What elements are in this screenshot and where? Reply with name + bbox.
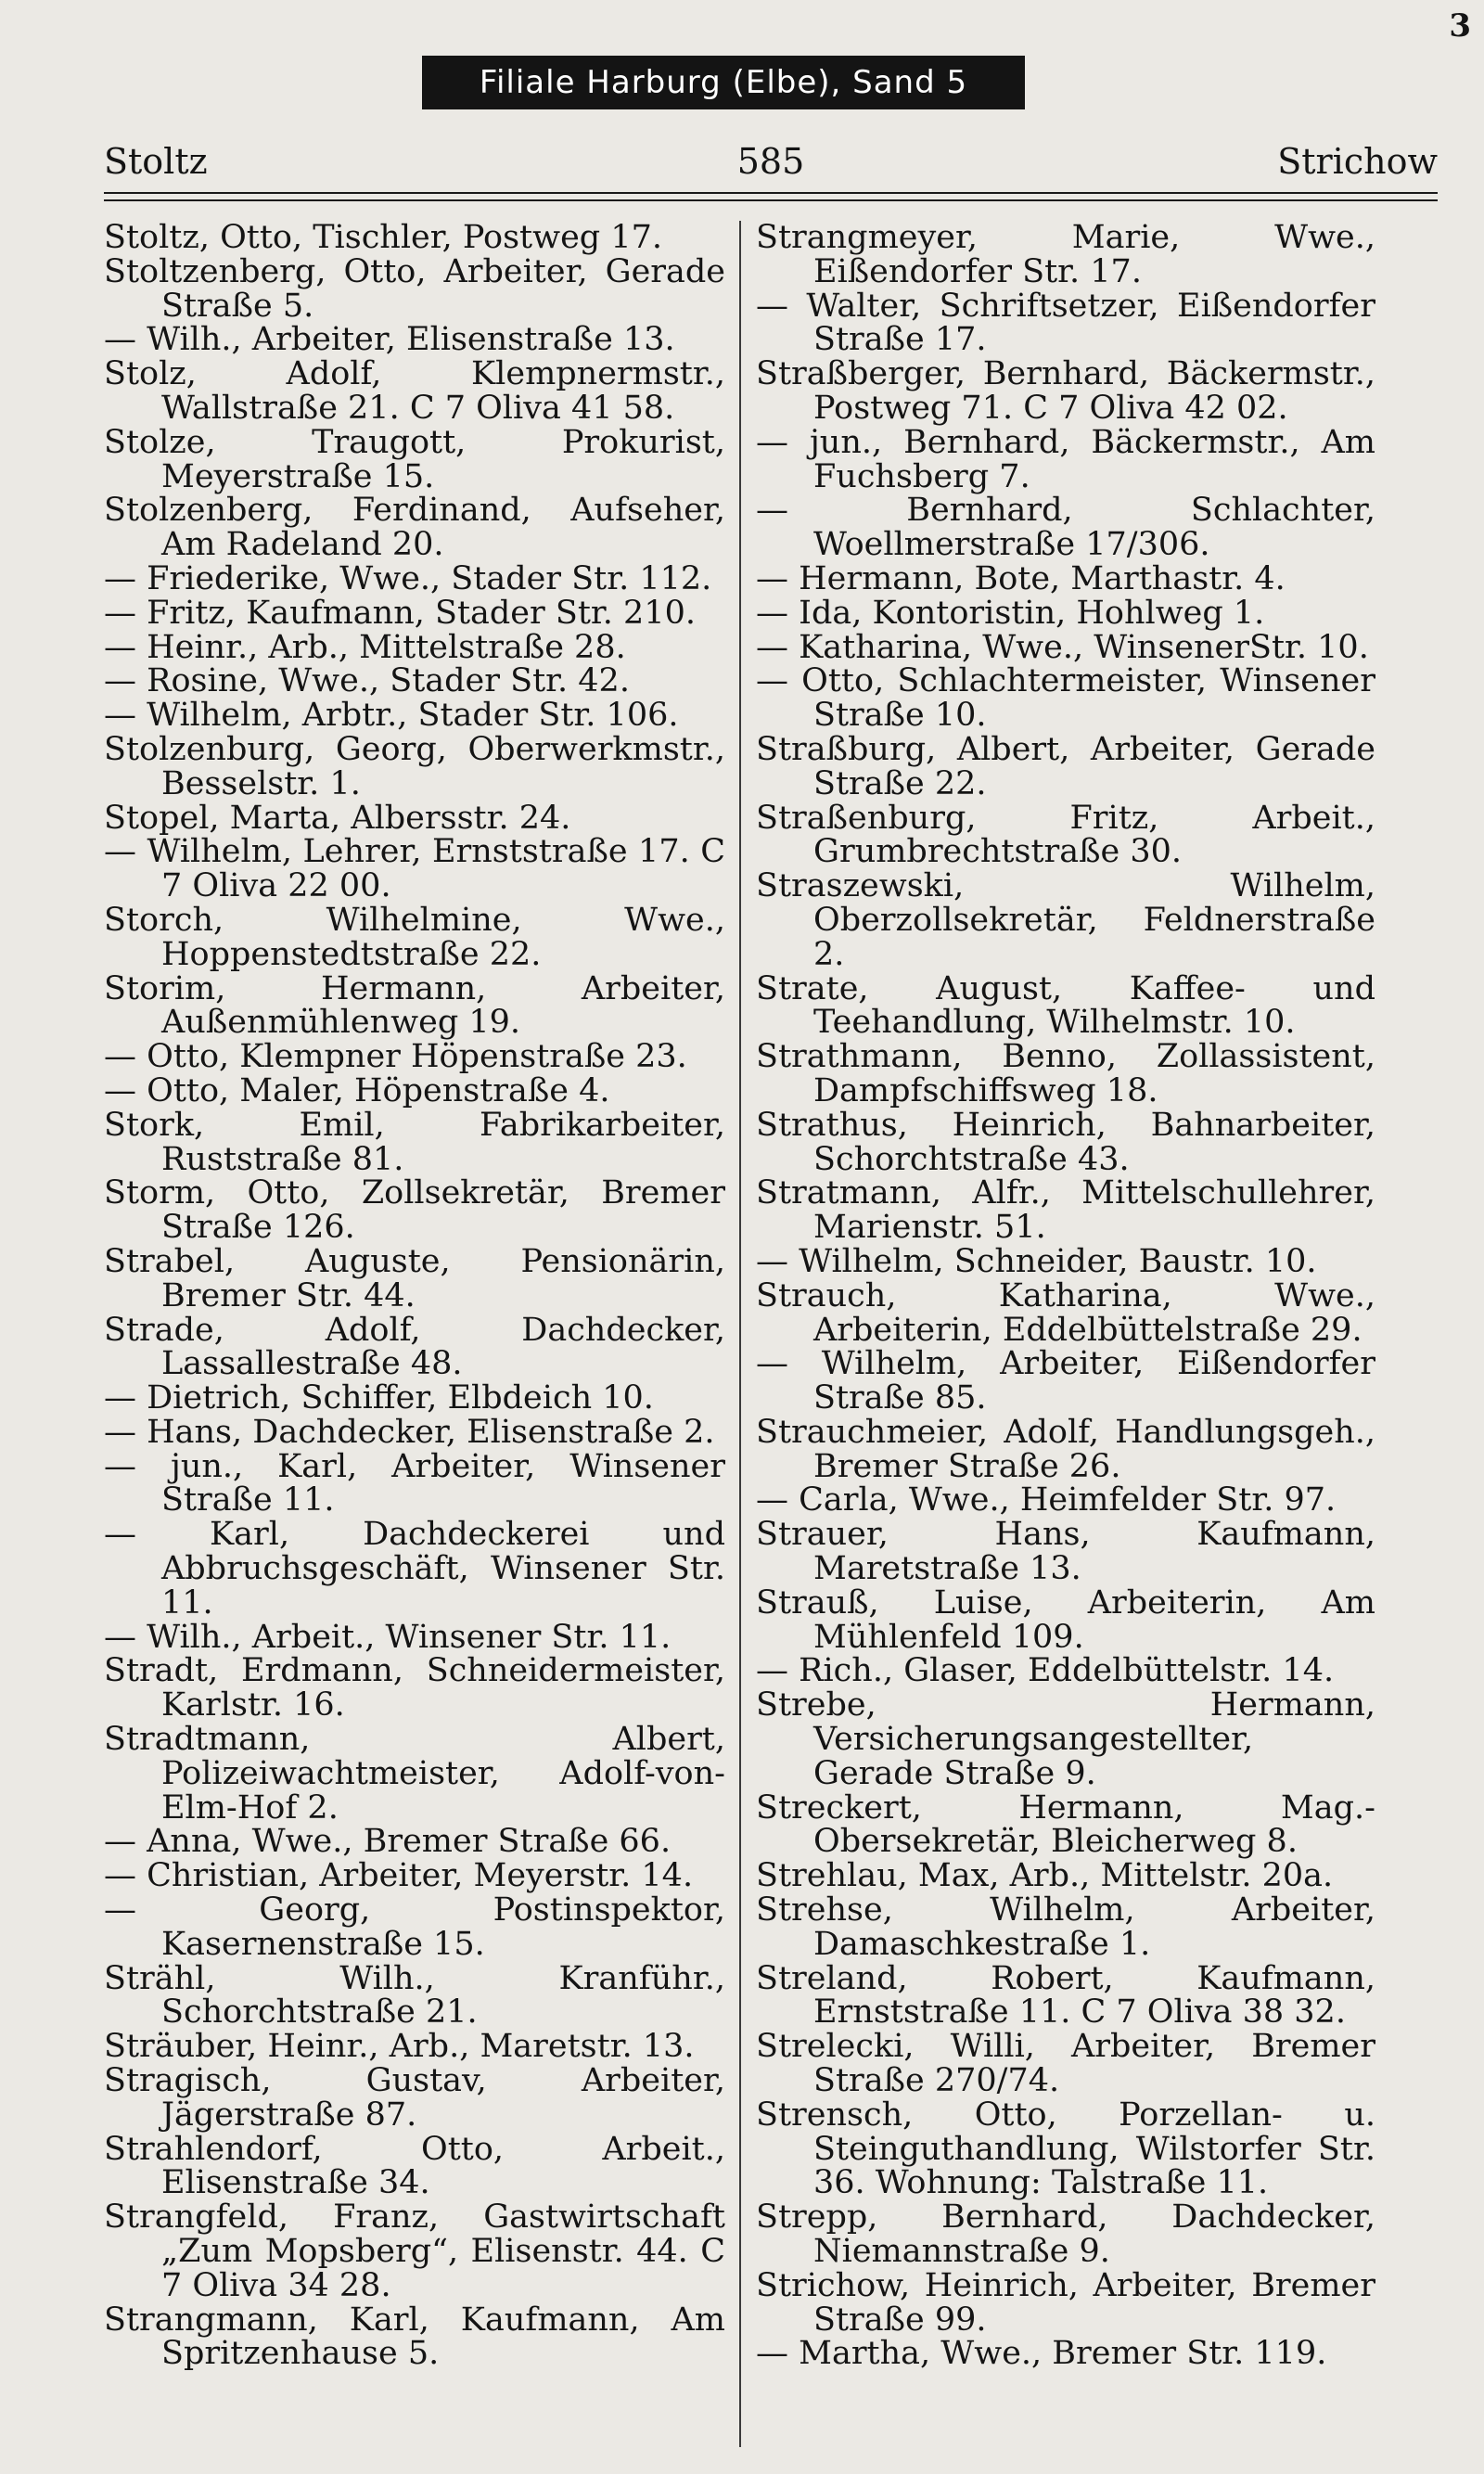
directory-entry: Stradtmann, Albert, Polizeiwachtmeister, Adolf-von-Elm-Hof 2. [104,1721,725,1827]
directory-entry: Strauch, Katharina, Wwe., Arbeiterin, Eddelbüttelstraße 29. [756,1276,1375,1349]
directory-entry: Strate, August, Kaffee- und Teehandlung, Wilhelmstr. 10. [756,969,1375,1042]
directory-entry: Storm, Otto, Zollsekretär, Bremer Straße 126. [104,1174,725,1247]
directory-entry: Stragisch, Gustav, Arbeiter, Jägerstraße 87. [104,2062,725,2134]
directory-entry: — Carla, Wwe., Heimfelder Str. 97. [756,1481,1337,1519]
directory-entry: Stoltz, Otto, Tischler, Postweg 17. [104,219,662,256]
directory-entry: Straszewski, Wilhelm, Oberzollsekretär, Feldnerstraße 2. [756,867,1375,973]
directory-entry: Strangfeld, Franz, Gastwirtschaft „Zum Mopsberg“, Elisenstr. 44. C 7 Oliva 34 28. [104,2198,725,2304]
directory-entry: — Ida, Kontoristin, Hohlweg 1. [756,594,1265,632]
directory-entry: Strebe, Hermann, Versicherungsangestellter, Gerade Straße 9. [756,1686,1375,1792]
directory-entry: Strichow, Heinrich, Arbeiter, Bremer Straße 99. [756,2266,1375,2339]
directory-entry: — Wilhelm, Lehrer, Ernststraße 17. C 7 Oliva 22 00. [104,833,725,905]
column-divider [739,221,741,2447]
directory-entry: — Georg, Postinspektor, Kasernenstraße 15. [104,1891,725,1963]
directory-entry: — Anna, Wwe., Bremer Straße 66. [104,1823,672,1861]
branch-banner: Filiale Harburg (Elbe), Sand 5 [422,56,1025,109]
running-head-first-entry: Stoltz [104,141,208,182]
directory-entry: Straßburg, Albert, Arbeiter, Gerade Straße 22. [756,730,1375,802]
directory-entry: Straßenburg, Fritz, Arbeit., Grumbrechtstraße 30. [756,799,1375,871]
directory-entry: — Martha, Wwe., Bremer Str. 119. [756,2335,1327,2373]
directory-entry: Stork, Emil, Fabrikarbeiter, Ruststraße 81. [104,1106,725,1178]
header-rule-double [104,199,1438,201]
directory-entry: — Rich., Glaser, Eddelbüttelstr. 14. [756,1652,1335,1690]
directory-entry: Strähl, Wilh., Kranführ., Schorchtstraße 21. [104,1959,725,2032]
directory-entry: Strauer, Hans, Kaufmann, Maretstraße 13. [756,1516,1375,1588]
running-head-last-entry: Strichow [1277,141,1438,182]
directory-entry: — Wilhelm, Arbtr., Stader Str. 106. [104,697,679,735]
directory-entry: Strathmann, Benno, Zollassistent, Dampfschiffsweg 18. [756,1038,1375,1109]
directory-entry: — Otto, Maler, Höpenstraße 4. [104,1071,610,1109]
directory-entry: Strehse, Wilhelm, Arbeiter, Damaschkestraße 1. [756,1891,1375,1963]
directory-entry: — Wilh., Arbeit., Winsener Str. 11. [104,1618,672,1656]
directory-entry: Strade, Adolf, Dachdecker, Lassallestraße 48. [104,1311,725,1383]
directory-entry: — Otto, Schlachtermeister, Winsener Straße 10. [756,662,1375,735]
directory-entry: — jun., Karl, Arbeiter, Winsener Straße 11. [104,1447,725,1519]
directory-entry: — Wilhelm, Arbeiter, Eißendorfer Straße 85. [756,1345,1375,1417]
directory-entry: Strahlendorf, Otto, Arbeit., Elisenstraße 34. [104,2130,725,2202]
directory-entry: Stolz, Adolf, Klempnermstr., Wallstraße 21. C 7 Oliva 41 58. [104,355,725,427]
directory-entry: — Wilh., Arbeiter, Elisenstraße 13. [104,321,675,359]
left-column [104,221,725,2371]
directory-entry: — Walter, Schriftsetzer, Eißendorfer Straße 17. [756,287,1375,359]
directory-entry: Strelecki, Willi, Arbeiter, Bremer Straße 270/74. [756,2028,1375,2100]
directory-entry: — Karl, Dachdeckerei und Abbruchsgeschäft, Winsener Str. 11. [104,1516,725,1622]
directory-entry: Strensch, Otto, Porzellan- u. Steinguthandlung, Wilstorfer Str. 36. Wohnung: Talstraße 11. [756,2096,1375,2202]
directory-entry: — Rosine, Wwe., Stader Str. 42. [104,662,630,700]
directory-entry: Strangmeyer, Marie, Wwe., Eißendorfer Str. 17. [756,219,1375,290]
directory-entry: Stradt, Erdmann, Schneidermeister, Karlstr. 16. [104,1652,725,1724]
directory-entry: Strehlau, Max, Arb., Mittelstr. 20a. [756,1857,1334,1895]
running-head [104,141,1438,187]
directory-entry: — Friederike, Wwe., Stader Str. 112. [104,559,712,597]
header-rule [104,192,1438,194]
directory-entry: Streland, Robert, Kaufmann, Ernststraße 11. C 7 Oliva 38 32. [756,1959,1375,2032]
directory-entry: — Fritz, Kaufmann, Stader Str. 210. [104,594,696,632]
directory-entry: Stratmann, Alfr., Mittelschullehrer, Marienstr. 51. [756,1174,1375,1247]
directory-entry: Stolzenberg, Ferdinand, Aufseher, Am Radeland 20. [104,492,725,564]
directory-entry: — Christian, Arbeiter, Meyerstr. 14. [104,1857,694,1895]
page-number: 585 [736,141,805,182]
directory-entry: Stolze, Traugott, Prokurist, Meyerstraße 15. [104,423,725,495]
directory-entry: Strangmann, Karl, Kaufmann, Am Spritzenhause 5. [104,2301,725,2373]
directory-entry: — Katharina, Wwe., WinsenerStr. 10. [756,628,1369,666]
directory-entry: — Bernhard, Schlachter, Woellmerstraße 17/306. [756,492,1375,564]
directory-entry: Storim, Hermann, Arbeiter, Außenmühlenweg 19. [104,969,725,1042]
directory-entry: Strepp, Bernhard, Dachdecker, Niemannstraße 9. [756,2198,1375,2271]
directory-entry: Stoltzenberg, Otto, Arbeiter, Gerade Straße 5. [104,252,725,325]
directory-entry: Strabel, Auguste, Pensionärin, Bremer Str. 44. [104,1242,725,1314]
directory-entry: Strathus, Heinrich, Bahnarbeiter, Schorchtstraße 43. [756,1106,1375,1178]
corner-mark: 3 [1449,7,1471,45]
directory-entry: Stopel, Marta, Albersstr. 24. [104,799,571,837]
right-column [756,221,1375,2371]
directory-entry: — Otto, Klempner Höpenstraße 23. [104,1038,687,1076]
directory-entry: Sträuber, Heinr., Arb., Maretstr. 13. [104,2028,695,2066]
directory-entry: — Dietrich, Schiffer, Elbdeich 10. [104,1379,654,1417]
directory-entry: — Hermann, Bote, Marthastr. 4. [756,559,1286,597]
directory-entry: — Hans, Dachdecker, Elisenstraße 2. [104,1413,715,1451]
directory-entry: Strauß, Luise, Arbeiterin, Am Mühlenfeld 109. [756,1583,1375,1656]
directory-entry: — Wilhelm, Schneider, Baustr. 10. [756,1242,1317,1280]
directory-entry: Streckert, Hermann, Mag.-Obersekretär, Bleicherweg 8. [756,1788,1375,1861]
directory-entry: Storch, Wilhelmine, Wwe., Hoppenstedtstraße 22. [104,901,725,973]
directory-entry: Straßberger, Bernhard, Bäckermstr., Postweg 71. C 7 Oliva 42 02. [756,355,1375,427]
directory-entry: Stolzenburg, Georg, Oberwerkmstr., Besselstr. 1. [104,730,725,802]
directory-entry: Strauchmeier, Adolf, Handlungsgeh., Bremer Straße 26. [756,1413,1375,1485]
directory-entry: — jun., Bernhard, Bäckermstr., Am Fuchsberg 7. [756,423,1375,495]
directory-entry: — Heinr., Arb., Mittelstraße 28. [104,628,626,666]
